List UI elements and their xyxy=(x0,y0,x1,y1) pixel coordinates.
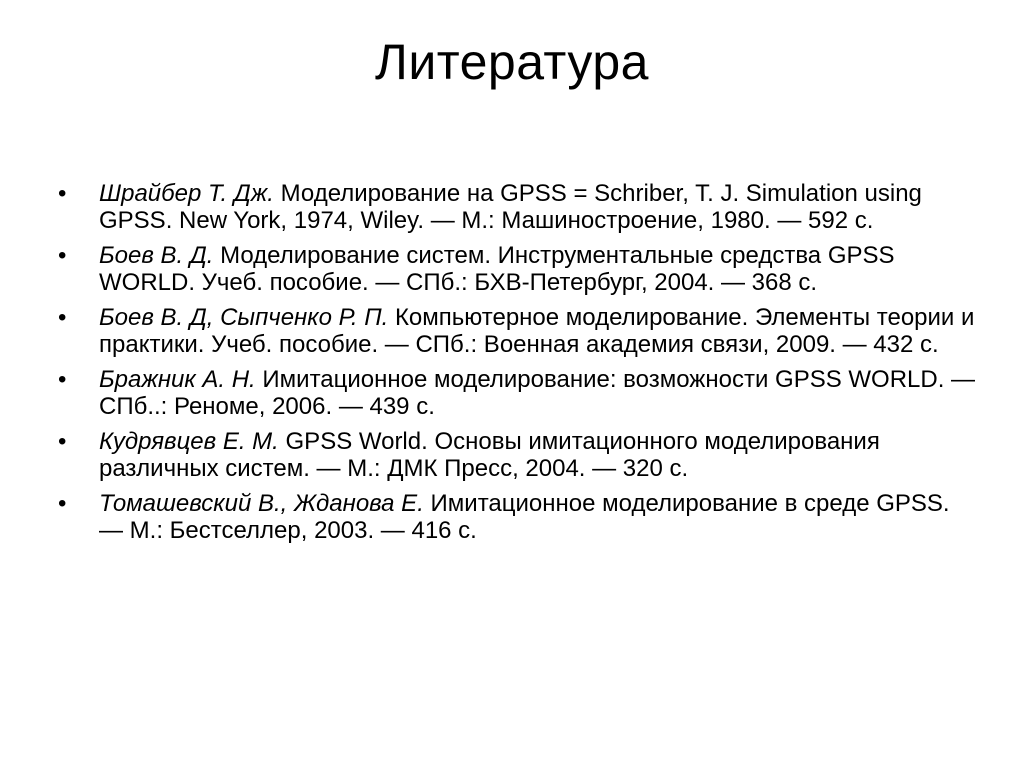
reference-item xyxy=(58,242,978,296)
reference-author: Шрайбер Т. Дж. xyxy=(99,180,281,207)
reference-item xyxy=(58,428,978,482)
reference-item xyxy=(58,180,978,234)
reference-author: Кудрявцев Е. М. xyxy=(99,428,286,455)
bullet-icon: • xyxy=(58,304,67,331)
reference-text: Моделирование на GPSS = Schriber, T. J. Simulation using GPSS. New York, 1974, Wiley. — М.: Машиностроение, 1980. — 592 с. xyxy=(99,180,922,234)
reference-list xyxy=(58,180,978,552)
bullet-icon: • xyxy=(58,242,67,269)
reference-item xyxy=(58,366,978,420)
reference-text: Компьютерное моделирование. Элементы теории и практики. Учеб. пособие. — СПб.: Военная академия связи, 2009. — 432 с. xyxy=(99,304,975,358)
reference-text: Моделирование систем. Инструментальные средства GPSS WORLD. Учеб. пособие. — СПб.: БХВ-Петербург, 2004. — 368 с. xyxy=(99,242,895,296)
reference-item xyxy=(58,490,978,544)
reference-text: GPSS World. Основы имитационного моделирования различных систем. — М.: ДМК Пресс, 2004. — 320 с. xyxy=(99,428,880,482)
reference-author: Боев В. Д. xyxy=(99,242,221,269)
bullet-icon: • xyxy=(58,366,67,393)
reference-author: Боев В. Д, Сыпченко Р. П. xyxy=(99,304,395,331)
bullet-icon: • xyxy=(58,180,67,207)
reference-text: Имитационное моделирование: возможности GPSS WORLD. — СПб..: Реноме, 2006. — 439 с. xyxy=(99,366,976,420)
reference-text: Имитационное моделирование в среде GPSS. — М.: Бестселлер, 2003. — 416 с. xyxy=(99,490,950,544)
slide-title: Литература xyxy=(375,34,649,90)
reference-author: Томашевский В., Жданова Е. xyxy=(99,490,431,517)
bullet-icon: • xyxy=(58,490,67,517)
reference-item xyxy=(58,304,978,358)
reference-author: Бражник А. Н. xyxy=(99,366,263,393)
bullet-icon: • xyxy=(58,428,67,455)
